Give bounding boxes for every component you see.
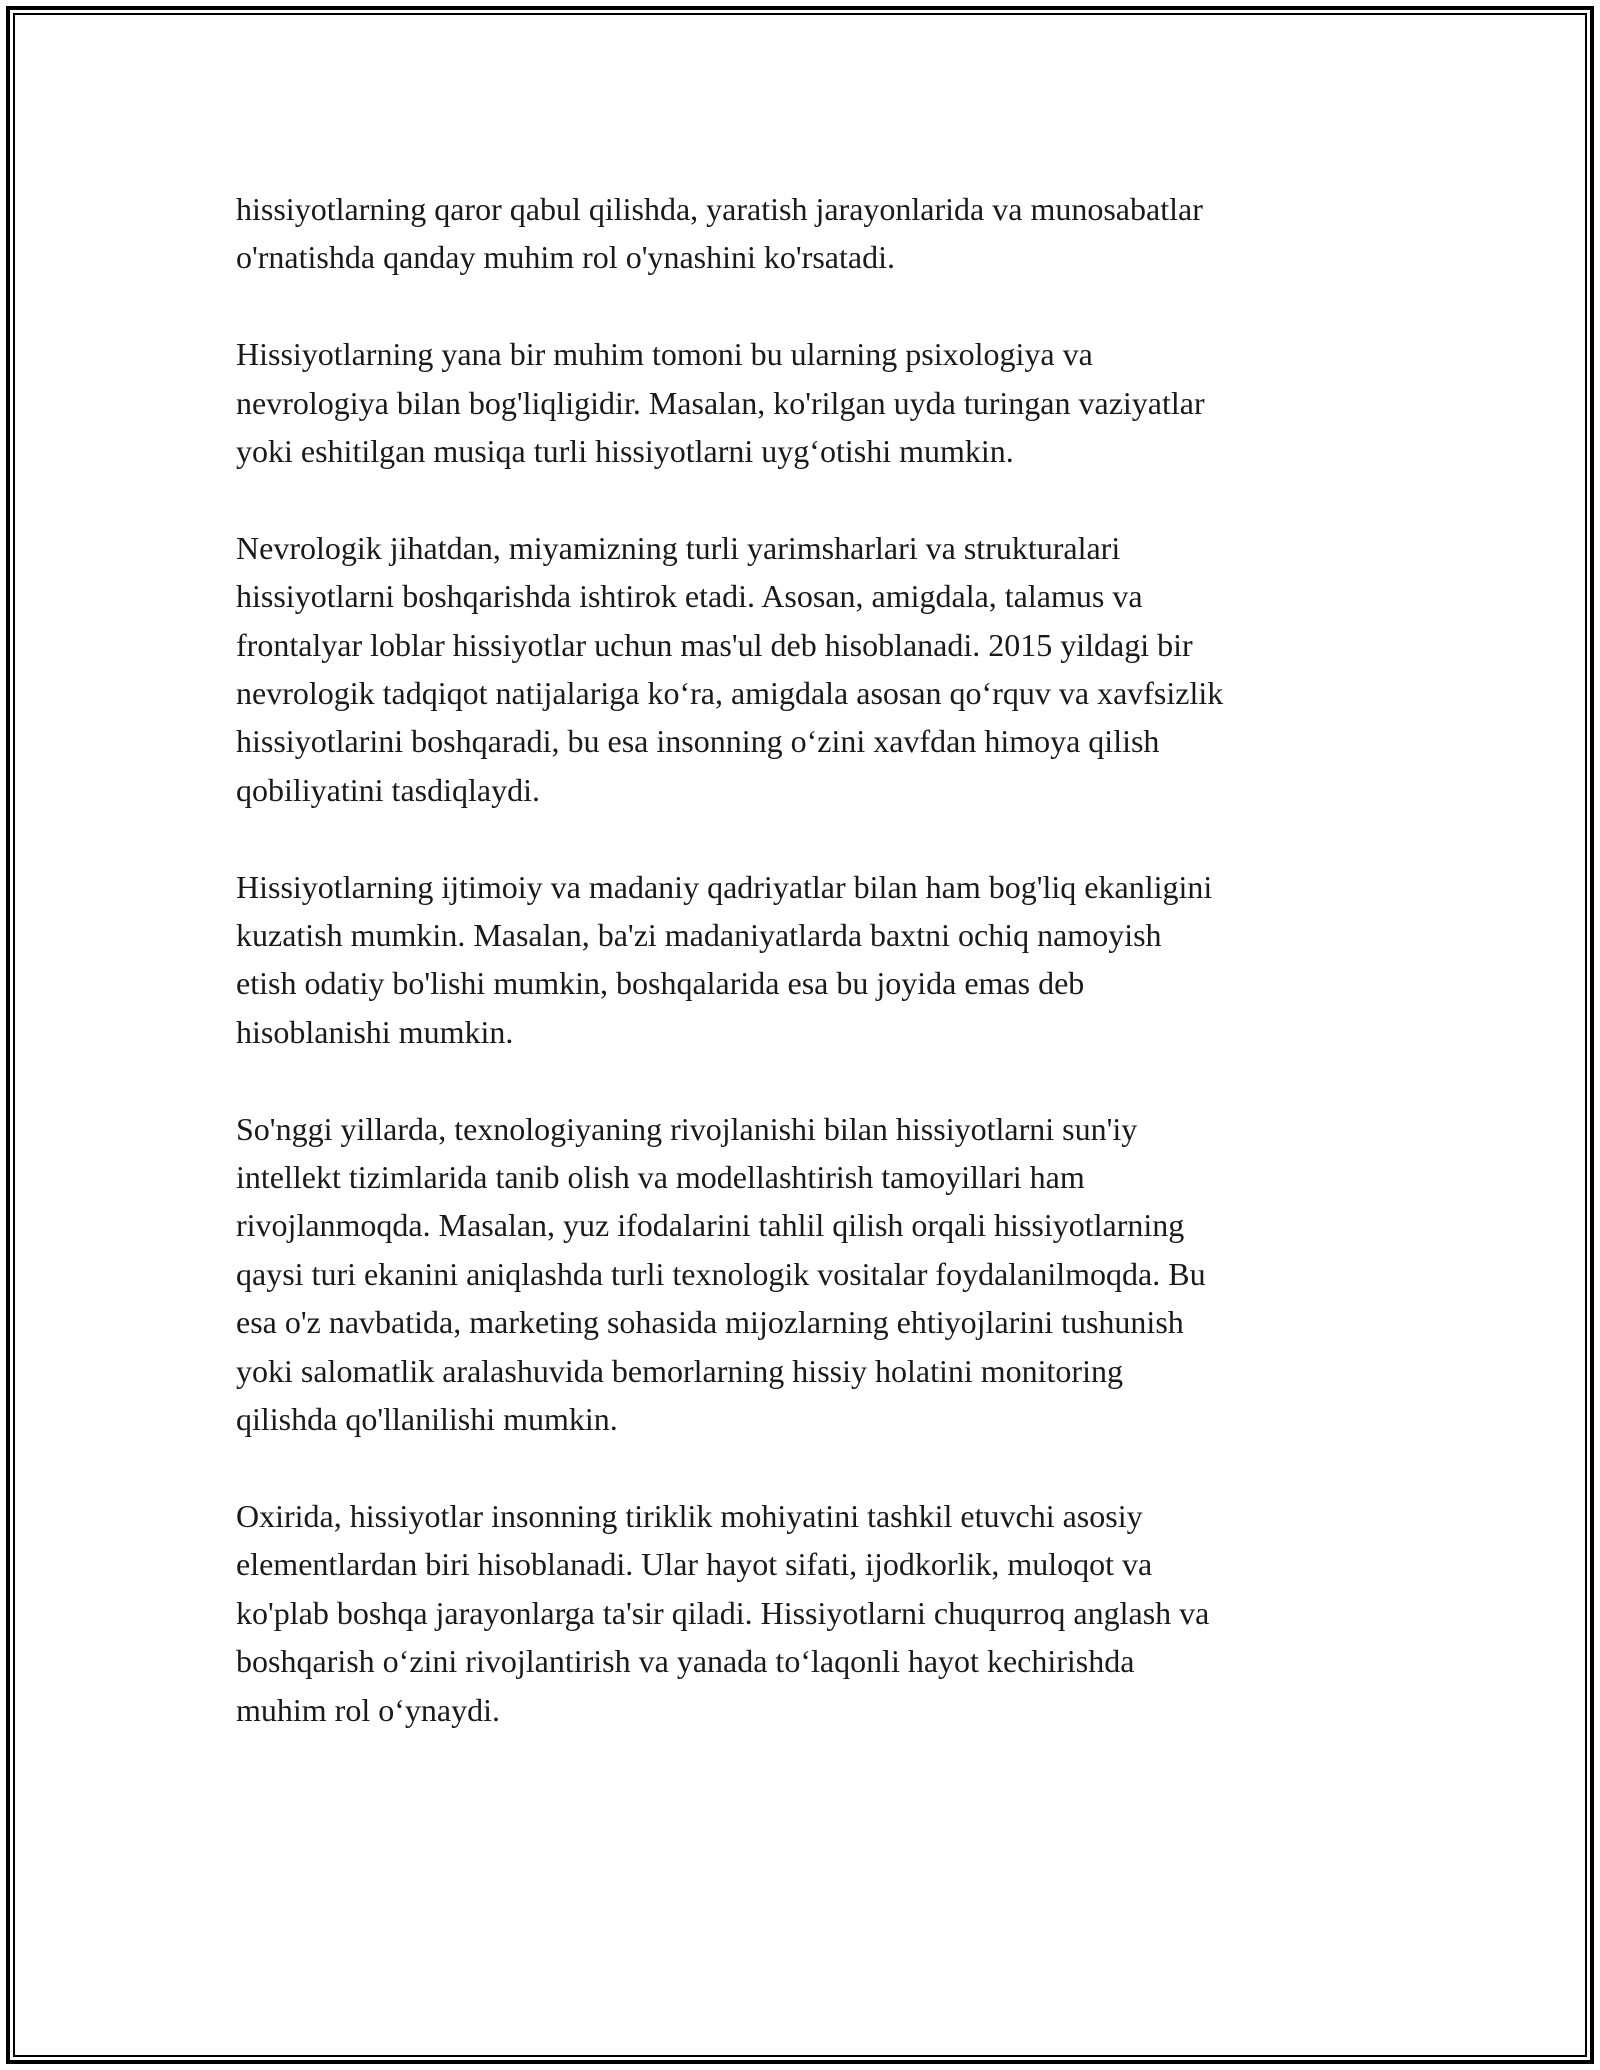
paragraph-3 [236, 524, 1386, 814]
paragraph-4 [236, 863, 1386, 1057]
text-line: o'rnatishda qanday muhim rol o'ynashini ko'rsatadi. [236, 239, 895, 276]
text-line: boshqarish o‘zini rivojlantirish va yanada to‘laqonli hayot kechirishda [236, 1643, 1135, 1680]
paragraph-5 [236, 1105, 1386, 1444]
text-line: qaysi turi ekanini aniqlashda turli texnologik vositalar foydalanilmoqda. Bu [236, 1255, 1206, 1292]
text-line: ko'plab boshqa jarayonlarga ta'sir qiladi. Hissiyotlarni chuqurroq anglash va [236, 1594, 1210, 1631]
text-line: So'nggi yillarda, texnologiyaning rivojlanishi bilan hissiyotlarni sun'iy [236, 1110, 1138, 1147]
text-line: nevrologiya bilan bog'liqligidir. Masalan, ko'rilgan uyda turingan vaziyatlar [236, 384, 1205, 421]
text-line: yoki eshitilgan musiqa turli hissiyotlarni uyg‘otishi mumkin. [236, 433, 1014, 470]
text-line: etish odatiy bo'lishi mumkin, boshqalarida esa bu joyida emas deb [236, 965, 1085, 1002]
text-line: yoki salomatlik aralashuvida bemorlarning hissiy holatini monitoring [236, 1352, 1123, 1389]
paragraph-6 [236, 1492, 1386, 1734]
text-line: elementlardan biri hisoblanadi. Ular hayot sifati, ijodkorlik, muloqot va [236, 1546, 1153, 1583]
text-line: hisoblanishi mumkin. [236, 1013, 514, 1050]
text-line: nevrologik tadqiqot natijalariga ko‘ra, amigdala asosan qo‘rquv va xavfsizlik [236, 675, 1224, 712]
text-line: muhim rol o‘ynaydi. [236, 1691, 500, 1728]
text-line: Hissiyotlarning yana bir muhim tomoni bu ularning psixologiya va [236, 336, 1093, 373]
text-line: Nevrologik jihatdan, miyamizning turli yarimsharlari va strukturalari [236, 529, 1121, 566]
text-line: hissiyotlarning qaror qabul qilishda, yaratish jarayonlarida va munosabatlar [236, 191, 1203, 227]
text-line: qilishda qo'llanilishi mumkin. [236, 1401, 618, 1438]
paragraph-2 [236, 330, 1386, 475]
text-line: Oxirida, hissiyotlar insonning tiriklik mohiyatini tashkil etuvchi asosiy [236, 1497, 1143, 1534]
text-line: intellekt tizimlarida tanib olish va modellashtirish tamoyillari ham [236, 1159, 1085, 1196]
text-line: frontalyar loblar hissiyotlar uchun mas'ul deb hisoblanadi. 2015 yildagi bir [236, 626, 1193, 663]
text-line: hissiyotlarni boshqarishda ishtirok etadi. Asosan, amigdala, talamus va [236, 578, 1143, 615]
text-line: rivojlanmoqda. Masalan, yuz ifodalarini tahlil qilish orqali hissiyotlarning [236, 1207, 1185, 1244]
text-line: Hissiyotlarning ijtimoiy va madaniy qadriyatlar bilan ham bog'liq ekanligini [236, 868, 1213, 905]
text-line: hissiyotlarini boshqaradi, bu esa insonning o‘zini xavfdan himoya qilish [236, 723, 1160, 760]
document-body [236, 185, 1386, 1782]
text-line: qobiliyatini tasdiqlaydi. [236, 771, 540, 808]
text-line: kuzatish mumkin. Masalan, ba'zi madaniyatlarda baxtni ochiq namoyish [236, 917, 1162, 954]
text-line: esa o'z navbatida, marketing sohasida mijozlarning ehtiyojlarini tushunish [236, 1304, 1184, 1341]
paragraph-1 [236, 185, 1386, 282]
